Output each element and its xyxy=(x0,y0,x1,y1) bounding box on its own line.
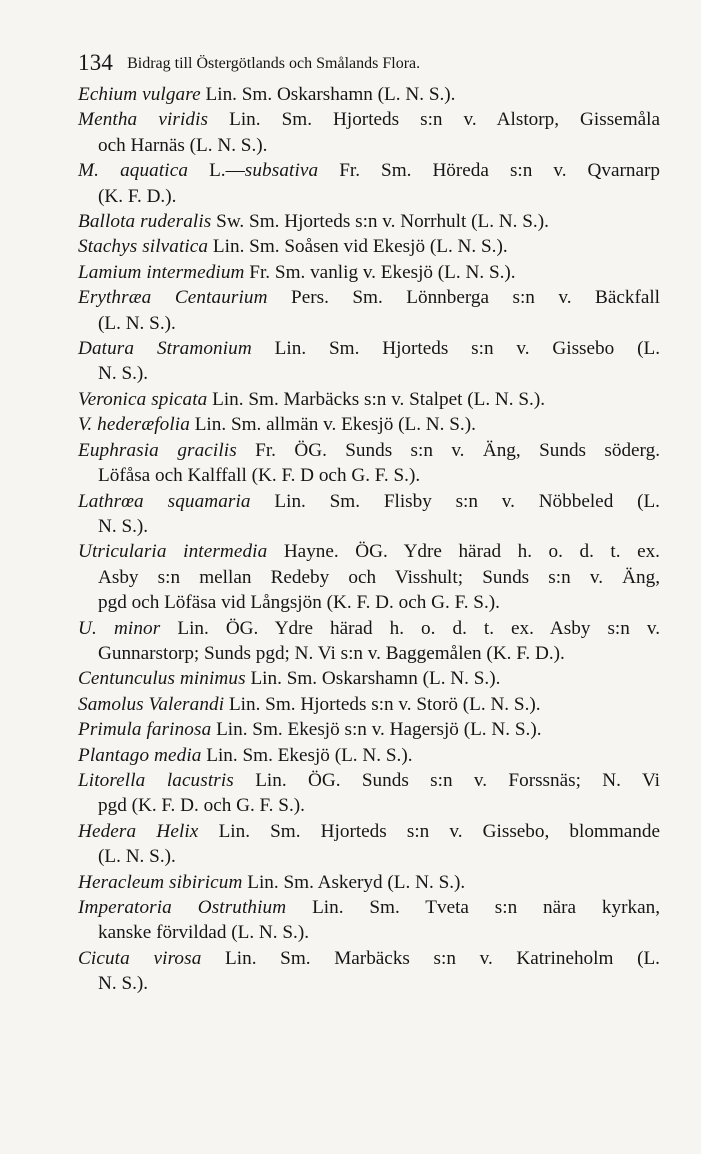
species-entry xyxy=(78,209,660,234)
entry-line xyxy=(78,946,660,971)
taxon-name: Euphrasia gracilis xyxy=(78,439,237,461)
species-entry xyxy=(78,260,660,285)
entry-text: Fr. Sm. vanlig v. Ekesjö (L. N. S.). xyxy=(244,261,516,283)
entry-line xyxy=(78,158,660,183)
species-entry xyxy=(78,870,660,895)
entry-text: Lin. ÖG. Sunds s:n v. Forssnäs; N. Vi xyxy=(233,769,661,791)
entry-text: Lin. Sm. Marbäcks s:n v. Katrineholm (L. xyxy=(201,947,660,969)
species-entry xyxy=(78,743,660,768)
entry-line xyxy=(78,234,660,259)
entry-text: Lin. Sm. Hjorteds s:n v. Alstorp, Gissemåla xyxy=(208,109,660,131)
entry-line xyxy=(78,717,660,742)
entry-line xyxy=(78,539,660,564)
entry-text: Lin. Sm. Hjorteds s:n v. Gissebo (L. xyxy=(251,338,660,360)
taxon-name: Plantago media xyxy=(78,744,202,766)
entry-text: Lin. Sm. Askeryd (L. N. S.). xyxy=(242,871,466,893)
entry-text: Lin. Sm. Hjorteds s:n v. Storö (L. N. S.). xyxy=(224,693,541,715)
taxon-name: M. aquatica xyxy=(78,160,189,182)
entry-continuation: kanske förvildad (L. N. S.). xyxy=(98,922,310,944)
taxon-name: Imperatoria Ostruthium xyxy=(78,897,287,918)
taxon-name: U. minor xyxy=(78,617,161,639)
entry-continuation: Löfåsa och Kalffall (K. F. D och G. F. S.). xyxy=(98,465,421,487)
entry-line xyxy=(78,209,660,234)
species-entry xyxy=(78,82,660,107)
running-title: Bidrag till Östergötlands och Smålands Flora. xyxy=(127,55,421,72)
taxon-variety: subsativa xyxy=(244,160,319,182)
taxon-name: Litorella lacustris xyxy=(78,769,234,791)
species-entry xyxy=(78,819,660,870)
species-entry xyxy=(78,895,660,946)
species-entry xyxy=(78,768,660,819)
species-entry xyxy=(78,285,660,336)
taxon-name: Hedera Helix xyxy=(78,820,199,842)
entry-text: Lin. Sm. Soåsen vid Ekesjö (L. N. S.). xyxy=(208,236,508,258)
entry-text: Lin. Sm. Oskarshamn (L. N. S.). xyxy=(245,668,501,690)
entry-line xyxy=(78,336,660,361)
entry-text: Lin. Sm. Oskarshamn (L. N. S.). xyxy=(200,84,456,105)
entry-continuation: N. S.). xyxy=(98,363,149,385)
entry-line xyxy=(78,489,660,514)
species-entry xyxy=(78,489,660,540)
entry-text: Sw. Sm. Hjorteds s:n v. Norrhult (L. N. S.). xyxy=(211,211,549,233)
taxon-name: Veronica spicata xyxy=(78,388,208,410)
species-entry xyxy=(78,692,660,717)
entry-line xyxy=(78,666,660,691)
species-entry xyxy=(78,539,660,615)
entry-continuation: pgd (K. F. D. och G. F. S.). xyxy=(98,795,305,817)
entry-text: Lin. Sm. Marbäcks s:n v. Stalpet (L. N. S.). xyxy=(207,388,546,410)
species-entry xyxy=(78,234,660,259)
taxon-name: V. hederæfolia xyxy=(78,414,190,436)
entry-line xyxy=(78,616,660,641)
entry-continuation: N. S.). xyxy=(98,973,149,995)
taxon-name: Mentha viridis xyxy=(78,109,209,131)
entry-text: Hayne. ÖG. Ydre härad h. o. d. t. ex. xyxy=(267,541,660,563)
taxon-name: Utricularia intermedia xyxy=(78,541,268,563)
species-entry xyxy=(78,336,660,387)
taxon-name: Echium vulgare xyxy=(78,84,201,105)
taxon-name: Cicuta virosa xyxy=(78,947,202,969)
species-entry xyxy=(78,438,660,489)
entry-text: Lin. Sm. Tveta s:n nära kyrkan, xyxy=(286,897,660,918)
entry-text: Lin. Sm. allmän v. Ekesjö (L. N. S.). xyxy=(189,414,476,436)
entry-text: Fr. ÖG. Sunds s:n v. Äng, Sunds söderg. xyxy=(236,439,660,461)
entry-text: Lin. Sm. Flisby s:n v. Nöbbeled (L. xyxy=(250,490,660,512)
species-entry xyxy=(78,412,660,437)
entry-line xyxy=(78,895,660,920)
taxon-name: Samolus Valerandi xyxy=(78,693,225,715)
entry-line xyxy=(78,107,660,132)
entry-text: Lin. Sm. Hjorteds s:n v. Gissebo, blommande xyxy=(198,820,660,842)
entry-continuation: pgd och Löfäsa vid Långsjön (K. F. D. och G. F. S.). xyxy=(98,592,500,614)
entry-line xyxy=(78,438,660,463)
page-number: 134 xyxy=(78,50,114,75)
entry-text: Fr. Sm. Höreda s:n v. Qvarnarp xyxy=(318,160,660,182)
entry-continuation: och Harnäs (L. N. S.). xyxy=(98,134,268,156)
taxon-name: Lathrœa squamaria xyxy=(78,490,251,512)
entry-line xyxy=(78,819,660,844)
entry-line xyxy=(78,768,660,793)
entry-continuation: (K. F. D.). xyxy=(98,185,177,207)
species-entry xyxy=(78,616,660,667)
entry-text: Lin. Sm. Ekesjö s:n v. Hagersjö (L. N. S.). xyxy=(211,719,542,741)
entry-line xyxy=(78,387,660,412)
entry-line xyxy=(78,82,660,107)
species-entry xyxy=(78,387,660,412)
entry-text: Lin. Sm. Ekesjö (L. N. S.). xyxy=(201,744,413,766)
entry-continuation: N. S.). xyxy=(98,515,149,537)
taxon-name: Heracleum sibiricum xyxy=(78,871,243,893)
entry-line xyxy=(78,285,660,310)
entry-line xyxy=(78,260,660,285)
entry-line xyxy=(78,692,660,717)
entry-continuation: Asby s:n mellan Redeby och Visshult; Sunds s:n v. Äng, xyxy=(98,566,660,588)
entry-text: Pers. Sm. Lönnberga s:n v. Bäckfall xyxy=(267,287,661,309)
taxon-name: Stachys silvatica xyxy=(78,236,209,258)
page-header xyxy=(78,50,658,80)
entry-continuation: Gunnarstorp; Sunds pgd; N. Vi s:n v. Baggemålen (K. F. D.). xyxy=(98,642,565,664)
species-entry xyxy=(78,666,660,691)
taxon-name: Primula farinosa xyxy=(78,719,212,741)
species-entry xyxy=(78,946,660,997)
taxon-name: Datura Stramonium xyxy=(78,338,252,360)
species-entry xyxy=(78,107,660,158)
entry-separator: L.— xyxy=(188,160,245,182)
entry-line xyxy=(78,870,660,895)
species-entry xyxy=(78,158,660,209)
species-entry xyxy=(78,717,660,742)
entry-line xyxy=(78,743,660,768)
taxon-name: Erythræa Centaurium xyxy=(78,287,268,309)
taxon-name: Lamium intermedium xyxy=(78,261,245,283)
entry-continuation: (L. N. S.). xyxy=(98,312,176,334)
taxon-name: Ballota ruderalis xyxy=(78,211,212,233)
entry-text: Lin. ÖG. Ydre härad h. o. d. t. ex. Asby s:n v. xyxy=(160,617,661,639)
taxon-name: Centunculus minimus xyxy=(78,668,246,690)
species-list xyxy=(78,82,660,997)
entry-line xyxy=(78,412,660,437)
entry-continuation: (L. N. S.). xyxy=(98,846,176,868)
